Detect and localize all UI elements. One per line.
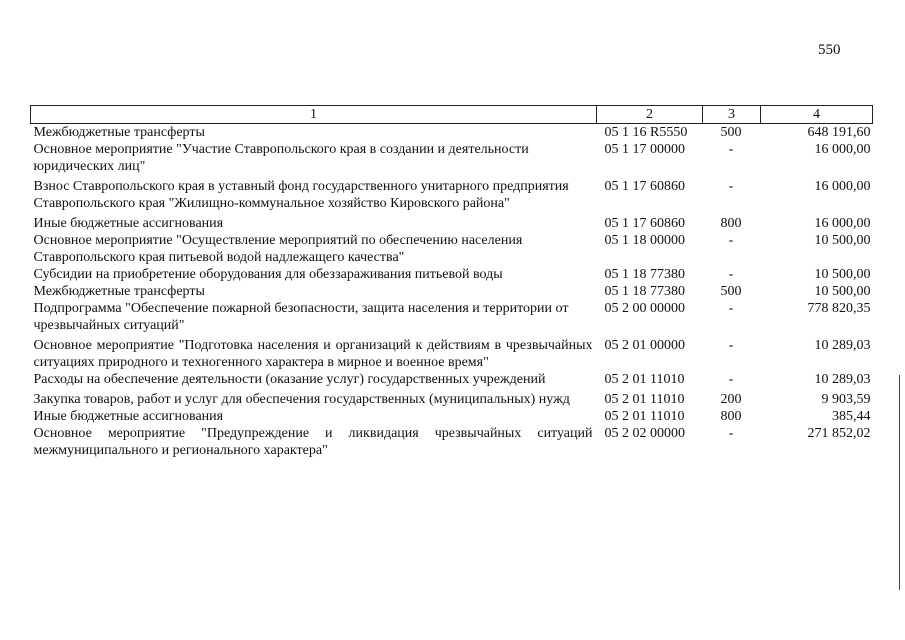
- row-name: Подпрограмма "Обеспечение пожарной безопасности, защита населения и территории от чрезвычайных ситуаций": [33, 301, 569, 333]
- row-expense-type: -: [728, 142, 734, 157]
- header-cell-1: 1: [31, 106, 597, 124]
- row-amount: 10 289,03: [814, 372, 871, 387]
- budget-table: [30, 105, 873, 459]
- row-amount: 648 191,60: [807, 125, 871, 140]
- row-name: Межбюджетные трансферты: [33, 125, 205, 140]
- row-expense-type: -: [728, 338, 734, 353]
- row-amount: 778 820,35: [807, 301, 871, 316]
- row-amount: 9 903,59: [821, 392, 871, 407]
- row-expense-type: 500: [720, 284, 742, 299]
- row-name: Взнос Ставропольского края в уставный фонд государственного унитарного предприятия Ставропольского края "Жилищно-коммунальное хозяйство Кировского района": [33, 179, 569, 211]
- row-name: Закупка товаров, работ и услуг для обеспечения государственных (муниципальных) нужд: [33, 392, 570, 407]
- row-amount: 271 852,02: [807, 426, 871, 441]
- row-name: Субсидии на приобретение оборудования для обеззараживания питьевой воды: [33, 267, 503, 282]
- row-code: 05 1 17 60860: [604, 179, 685, 194]
- row-code: 05 1 18 77380: [604, 267, 685, 282]
- row-code: 05 2 01 11010: [604, 392, 685, 407]
- table-row: [31, 215, 873, 232]
- row-code: 05 2 01 00000: [604, 338, 685, 353]
- table-row: [31, 283, 873, 300]
- table-row: [31, 371, 873, 391]
- row-expense-type: -: [728, 233, 734, 248]
- row-expense-type: 200: [720, 392, 742, 407]
- row-code: 05 1 17 00000: [604, 142, 685, 157]
- row-expense-type: -: [728, 372, 734, 387]
- row-code: 05 2 01 11010: [604, 372, 685, 387]
- row-code: 05 1 18 00000: [604, 233, 685, 248]
- row-amount: 10 500,00: [814, 267, 871, 282]
- row-expense-type: 500: [720, 125, 742, 140]
- table-row: [31, 300, 873, 337]
- table-row: [31, 266, 873, 283]
- header-row: [31, 106, 873, 124]
- row-name: Основное мероприятие "Осуществление мероприятий по обеспечению населения Ставропольского края питьевой водой надлежащего качества": [33, 233, 523, 265]
- row-amount: 10 289,03: [814, 338, 871, 353]
- table-row: [31, 425, 873, 459]
- row-expense-type: -: [728, 426, 734, 441]
- table-row: [31, 337, 873, 371]
- scan-edge-line: [899, 375, 900, 590]
- row-amount: 10 500,00: [814, 284, 871, 299]
- row-name: Иные бюджетные ассигнования: [33, 409, 224, 424]
- row-expense-type: 800: [720, 409, 742, 424]
- row-code: 05 1 16 R5550: [604, 125, 688, 140]
- row-expense-type: -: [728, 301, 734, 316]
- row-name: Основное мероприятие "Участие Ставропольского края в создании и деятельности юридических лиц": [33, 142, 529, 174]
- row-expense-type: 800: [720, 216, 742, 231]
- row-expense-type: -: [728, 179, 734, 194]
- row-amount: 16 000,00: [814, 179, 871, 194]
- row-amount: 16 000,00: [814, 142, 871, 157]
- table-row: [31, 124, 873, 142]
- row-code: 05 1 18 77380: [604, 284, 685, 299]
- table-row: [31, 178, 873, 215]
- row-code: 05 2 02 00000: [604, 426, 685, 441]
- header-cell-4: 4: [761, 106, 873, 124]
- table-row: [31, 141, 873, 178]
- page-number: 550: [818, 42, 841, 58]
- row-code: 05 2 01 11010: [604, 409, 685, 424]
- row-amount: 385,44: [832, 409, 871, 424]
- row-code: 05 2 00 00000: [604, 301, 685, 316]
- row-name: Расходы на обеспечение деятельности (оказание услуг) государственных учреждений: [33, 372, 546, 387]
- row-name: Основное мероприятие "Предупреждение и ликвидация чрезвычайных ситуаций межмуниципального и регионального характера": [33, 426, 593, 458]
- table-row: [31, 391, 873, 408]
- row-name: Основное мероприятие "Подготовка населения и организаций к действиям в чрезвычайных ситуациях природного и техногенного характера в мирное и военное время": [33, 338, 593, 370]
- table-row: [31, 408, 873, 425]
- table-row: [31, 232, 873, 266]
- row-amount: 10 500,00: [814, 233, 871, 248]
- row-code: 05 1 17 60860: [604, 216, 685, 231]
- header-cell-3: 3: [703, 106, 761, 124]
- row-name: Иные бюджетные ассигнования: [33, 216, 224, 231]
- row-name: Межбюджетные трансферты: [33, 284, 205, 299]
- row-amount: 16 000,00: [814, 216, 871, 231]
- header-cell-2: 2: [597, 106, 703, 124]
- row-expense-type: -: [728, 267, 734, 282]
